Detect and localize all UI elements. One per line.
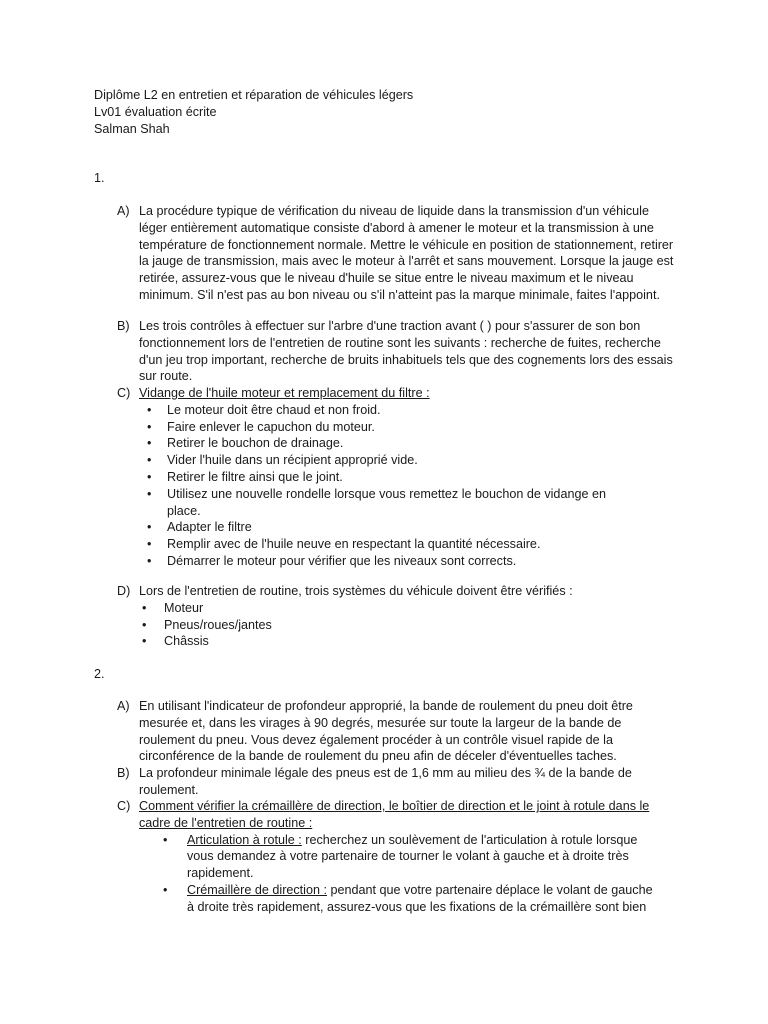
author-name: Salman Shah <box>94 121 170 136</box>
list-item: • Vider l'huile dans un récipient approprié vide. <box>139 452 629 469</box>
list-item: • Retirer le bouchon de drainage. <box>139 435 629 452</box>
q2-c-letter: C) <box>117 799 131 813</box>
q1-a-text: La procédure typique de vérification du niveau de liquide dans la transmission d'un véhicule léger entièrement automatique consiste d'abord à amener le moteur et la transmission à une température de fonctionnement normale. Mettre le véhicule en position de stationnement, retirer la jauge de transmission, mais avec le moteur à l'arrêt et sans mouvement. Lorsque la jauge est retirée, assurez-vous que le niveau d'huile se situe entre le niveau maximum et le niveau minimum. S'il n'est pas au bon niveau ou s'il n'atteint pas la marque minimale, faites l'appoint. <box>139 204 674 302</box>
ball-joint-text: recherchez un soulèvement de l'articulation à rotule lorsque vous demandez à votre partenaire de tourner le volant à gauche et à droite très rapidement. <box>187 832 638 881</box>
list-item: • Retirer le filtre ainsi que le joint. <box>139 469 629 486</box>
q1-c-letter: C) <box>117 386 131 400</box>
list-item: • Adapter le filtre <box>139 519 629 536</box>
oil-change-steps <box>139 402 629 570</box>
question-1-number: 1. <box>94 171 105 185</box>
vehicle-systems-list <box>139 600 677 650</box>
q1-b-text: Les trois contrôles à effectuer sur l'arbre d'une traction avant ( ) pour s'assurer de son bon fonctionnement lors de l'entretien de routine sont les suivants : recherche de fuites, recherche d'un jeu trop important, recherche de bruits inhabituels tels que des cognements lors des essais sur route. <box>139 319 673 384</box>
q2-b-text: La profondeur minimale légale des pneus est de 1,6 mm au milieu des ¾ de la bande de roulement. <box>139 766 632 797</box>
list-item: • Le moteur doit être chaud et non froid. <box>139 402 629 419</box>
document-header <box>94 87 413 137</box>
list-item: • Pneus/roues/jantes <box>139 617 677 634</box>
steering-rack-text: pendant que votre partenaire déplace le volant de gauche à droite très rapidement, assurez-vous que les fixations de la crémaillère sont bien <box>187 882 653 914</box>
list-item: • Démarrer le moteur pour vérifier que les niveaux sont corrects. <box>139 553 629 570</box>
steering-check-points <box>163 832 653 916</box>
q1-c-title: Vidange de l'huile moteur et remplacement du filtre : <box>139 386 430 400</box>
q1-answer-d <box>117 583 677 650</box>
question-2-number: 2. <box>94 667 105 681</box>
q2-answer-a <box>117 698 677 765</box>
q2-a-text: En utilisant l'indicateur de profondeur approprié, la bande de roulement du pneu doit être mesurée et, dans les virages à 90 degrés, mesurée sur toute la largeur de la bande de roulement du pneu. Vous devez également procéder à un contrôle visuel rapide de la circonférence de la bande de roulement du pneu afin de déceler d'éventuelles taches. <box>139 699 633 764</box>
list-item: • Moteur <box>139 600 677 617</box>
q1-a-letter: A) <box>117 204 130 218</box>
q1-b-letter: B) <box>117 319 130 333</box>
list-item: • Faire enlever le capuchon du moteur. <box>139 419 629 436</box>
list-item: • Utilisez une nouvelle rondelle lorsque vous remettez le bouchon de vidange en place. <box>139 486 629 520</box>
q1-d-text: Lors de l'entretien de routine, trois systèmes du véhicule doivent être vérifiés : <box>139 584 573 598</box>
q2-answer-c <box>117 798 677 916</box>
q1-d-letter: D) <box>117 584 131 598</box>
steering-rack-label: Crémaillère de direction : <box>187 882 327 897</box>
list-item: • Châssis <box>139 633 677 650</box>
q2-a-letter: A) <box>117 699 130 713</box>
ball-joint-label: Articulation à rotule : <box>187 832 302 847</box>
q2-c-title: Comment vérifier la crémaillère de direction, le boîtier de direction et le joint à rotule dans le cadre de l'entretien de routine : <box>139 799 650 830</box>
list-item <box>163 832 653 882</box>
q2-answer-b <box>117 765 677 799</box>
assessment-title: Lv01 évaluation écrite <box>94 104 217 119</box>
q1-answer-b <box>117 318 677 385</box>
q2-b-letter: B) <box>117 766 130 780</box>
q1-answer-c <box>117 385 677 570</box>
course-title: Diplôme L2 en entretien et réparation de véhicules légers <box>94 88 414 102</box>
q1-answer-a <box>117 203 677 304</box>
list-item <box>163 882 653 916</box>
list-item: • Remplir avec de l'huile neuve en respectant la quantité nécessaire. <box>139 536 629 553</box>
